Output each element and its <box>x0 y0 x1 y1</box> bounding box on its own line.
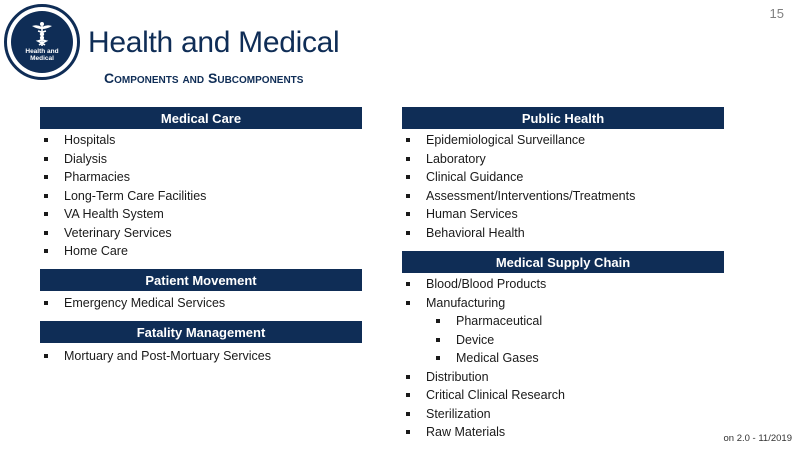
list-item: Behavioral Health <box>402 224 635 243</box>
list-item: Clinical Guidance <box>402 168 635 187</box>
page-number: 15 <box>769 6 784 21</box>
sub-list-item: Device <box>402 331 565 350</box>
list-item: Long-Term Care Facilities <box>40 187 206 206</box>
medical-supply-chain-list <box>402 275 565 442</box>
version-footer: on 2.0 - 11/2019 <box>720 433 793 444</box>
list-item: VA Health System <box>40 205 206 224</box>
medical-care-list <box>40 131 206 261</box>
medical-supply-chain-header: Medical Supply Chain <box>402 251 724 273</box>
logo-badge <box>11 11 73 73</box>
list-item: Dialysis <box>40 150 206 169</box>
patient-movement-list <box>40 294 225 313</box>
list-item: Human Services <box>402 205 635 224</box>
list-item: Laboratory <box>402 150 635 169</box>
public-health-list <box>402 131 635 242</box>
list-item: Critical Clinical Research <box>402 386 565 405</box>
fatality-management-header: Fatality Management <box>40 321 362 343</box>
caduceus-icon <box>29 21 55 47</box>
lifeline-logo <box>4 4 80 80</box>
list-item: Raw Materials <box>402 423 565 442</box>
list-item: Sterilization <box>402 405 565 424</box>
public-health-header: Public Health <box>402 107 724 129</box>
logo-label <box>25 48 58 62</box>
list-item: Assessment/Interventions/Treatments <box>402 187 635 206</box>
list-item: Epidemiological Surveillance <box>402 131 635 150</box>
list-item: Blood/Blood Products <box>402 275 565 294</box>
list-item: Manufacturing <box>402 294 565 313</box>
page-subtitle: Components and Subcomponents <box>104 70 304 86</box>
logo-line-2: Medical <box>30 54 54 62</box>
list-item: Home Care <box>40 242 206 261</box>
patient-movement-header: Patient Movement <box>40 269 362 291</box>
fatality-management-list <box>40 347 271 366</box>
sub-list-item: Pharmaceutical <box>402 312 565 331</box>
list-item: Pharmacies <box>40 168 206 187</box>
list-item: Distribution <box>402 368 565 387</box>
page-title: Health and Medical <box>88 26 340 59</box>
list-item: Hospitals <box>40 131 206 150</box>
list-item: Emergency Medical Services <box>40 294 225 313</box>
medical-care-header: Medical Care <box>40 107 362 129</box>
list-item: Mortuary and Post-Mortuary Services <box>40 347 271 366</box>
list-item: Veterinary Services <box>40 224 206 243</box>
sub-list-item: Medical Gases <box>402 349 565 368</box>
logo-line-1: Health and <box>25 47 59 55</box>
